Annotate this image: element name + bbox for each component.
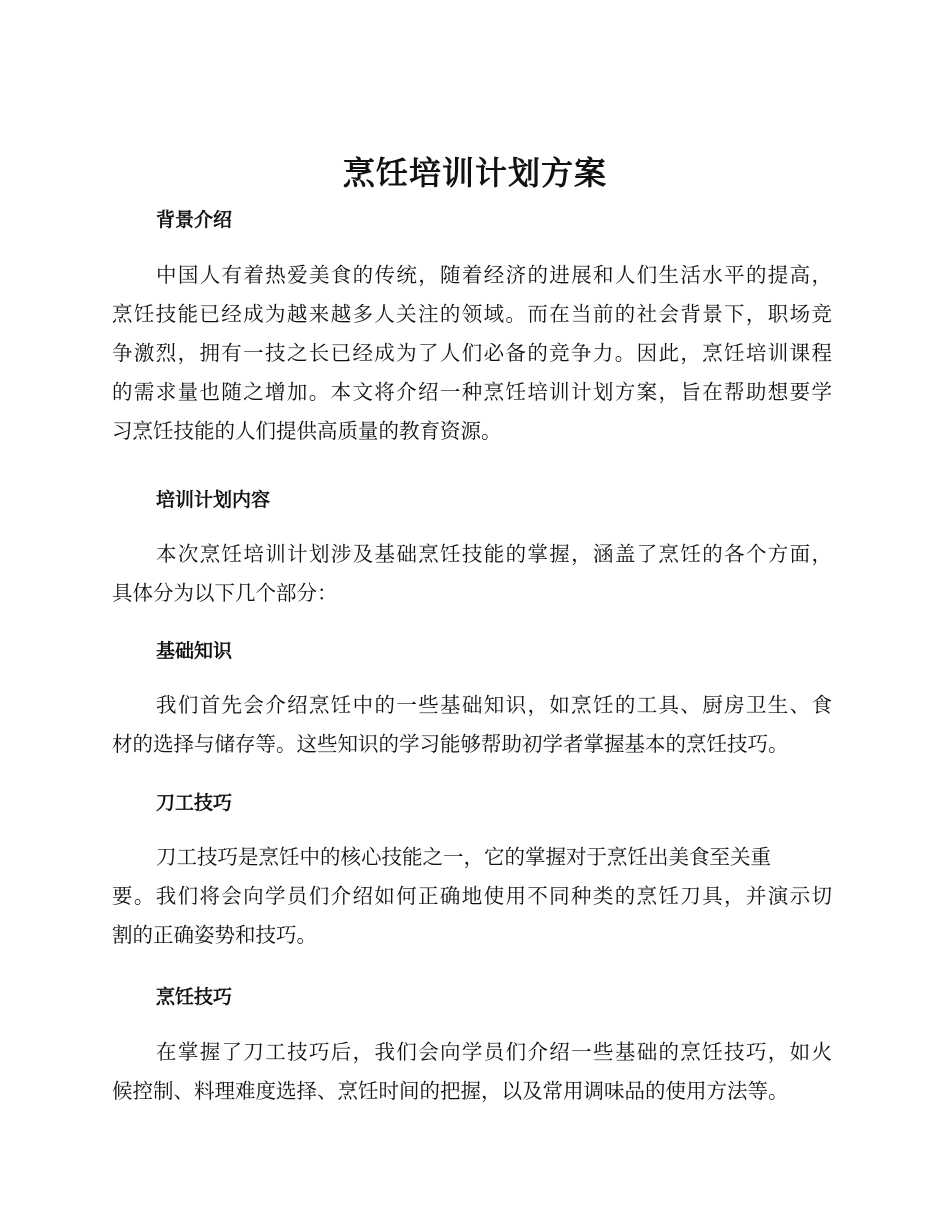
paragraph-basic-knowledge [112,686,832,764]
paragraph-background [112,256,832,451]
paragraph-line: 本次烹饪培训计划涉及基础烹饪技能的掌握，涵盖了烹饪的各个方面， [156,542,832,566]
paragraph-line: 候控制、料理难度选择、烹饪时间的把握，以及常用调味品的使用方法等。 [112,1079,789,1103]
paragraph-line: 要。我们将会向学员们介绍如何正确地使用不同种类的烹饪刀具，并演示切 [112,884,832,908]
paragraph-line: 中国人有着热爱美食的传统，随着经济的进展和人们生活水平的提高， [156,263,832,287]
paragraph-line: 具体分为以下几个部分： [112,581,338,605]
section-heading-basic-knowledge: 基础知识 [156,640,233,662]
paragraph-line: 在掌握了刀工技巧后，我们会向学员们介绍一些基础的烹饪技巧，如火 [156,1040,832,1064]
section-heading-knife-skills: 刀工技巧 [156,792,233,814]
paragraph-plan-content [112,535,832,613]
section-heading-plan-content: 培训计划内容 [156,489,271,511]
paragraph-cooking-skills [112,1033,832,1111]
section-heading-background: 背景介绍 [156,209,233,231]
page-title: 烹饪培训计划方案 [342,154,607,192]
paragraph-line: 我们首先会介绍烹饪中的一些基础知识，如烹饪的工具、厨房卫生、食 [156,693,832,717]
paragraph-line: 烹饪技能已经成为越来越多人关注的领域。而在当前的社会背景下，职场竞 [112,302,832,326]
paragraph-line: 习烹饪技能的人们提供高质量的教育资源。 [112,419,502,443]
paragraph-knife-skills [112,838,832,955]
paragraph-line: 的需求量也随之增加。本文将介绍一种烹饪培训计划方案，旨在帮助想要学 [112,380,832,404]
section-heading-cooking-skills: 烹饪技巧 [156,986,233,1008]
paragraph-line: 争激烈，拥有一技之长已经成为了人们必备的竞争力。因此，烹饪培训课程 [112,341,832,365]
paragraph-line: 材的选择与储存等。这些知识的学习能够帮助初学者掌握基本的烹饪技巧。 [112,732,789,756]
paragraph-line: 割的正确姿势和技巧。 [112,923,317,947]
paragraph-line: 刀工技巧是烹饪中的核心技能之一，它的掌握对于烹饪出美食至关重 [156,845,771,869]
